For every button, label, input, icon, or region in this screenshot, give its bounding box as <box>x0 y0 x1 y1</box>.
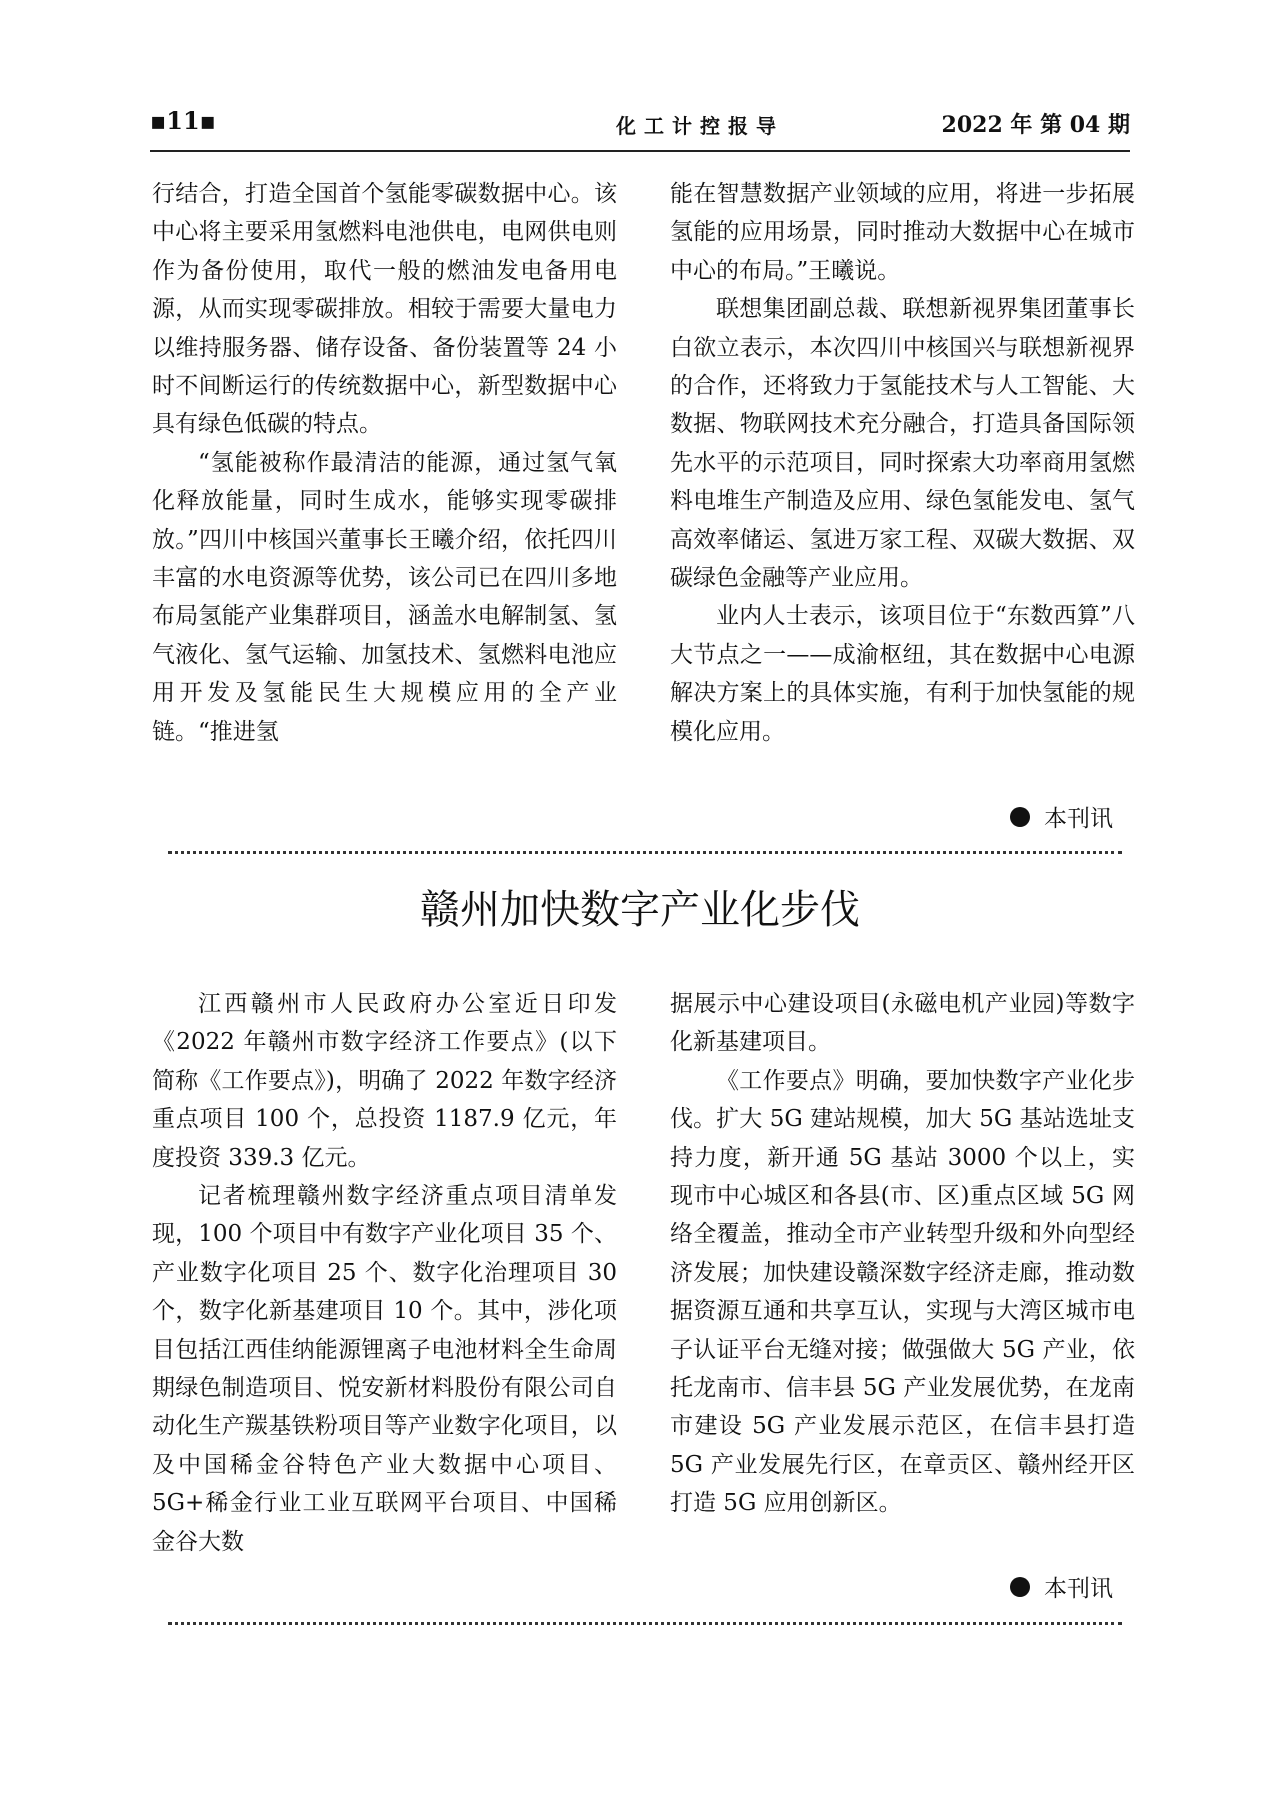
page-number: ▪11▪ <box>150 106 216 135</box>
byline-text: 本刊讯 <box>1044 806 1113 832</box>
bullet-dot-icon <box>1010 807 1030 827</box>
article1-byline <box>1010 800 1113 833</box>
paragraph: 能在智慧数据产业领域的应用，将进一步拓展氢能的应用场景，同时推动大数据中心在城市中心的布局。”王曦说。 <box>670 181 1135 284</box>
issue-label: 2022 年 第 04 期 <box>941 112 1130 138</box>
article1-right-column <box>670 175 1135 751</box>
paragraph: “氢能被称作最清洁的能源，通过氢气氧化释放能量，同时生成水，能够实现零碳排放。”四川中核国兴董事长王曦介绍，依托四川丰富的水电资源等优势，该公司已在四川多地布局氢能产业集群项目，涵盖水电解制氢、氢气液化、氢气运输、加氢技术、氢燃料电池应用开发及氢能民生大规模应用的全产业链。“推进氢 <box>152 449 617 745</box>
paragraph: 江西赣州市人民政府办公室近日印发《2022 年赣州市数字经济工作要点》(以下简称《工作要点》)，明确了 2022 年数字经济重点项目 100 个，总投资 1187.9 亿元，年度投资 339.3 亿元。 <box>152 991 617 1171</box>
bullet-dot-icon <box>1010 1577 1030 1597</box>
paragraph: 业内人士表示，该项目位于“东数西算”八大节点之一——成渝枢纽，其在数据中心电源解决方案上的具体实施，有利于加快氢能的规模化应用。 <box>670 603 1135 745</box>
article2-right-column <box>670 985 1135 1523</box>
paragraph: 行结合，打造全国首个氢能零碳数据中心。该中心将主要采用氢燃料电池供电，电网供电则作为备份使用，取代一般的燃油发电备用电源，从而实现零碳排放。相较于需要大量电力以维持服务器、储存设备、备份装置等 24 小时不间断运行的传统数据中心，新型数据中心具有绿色低碳的特点。 <box>152 181 617 438</box>
article2-left-column <box>152 985 617 1561</box>
paragraph: 《工作要点》明确，要加快数字产业化步伐。扩大 5G 建站规模，加大 5G 基站选址支持力度，新开通 5G 基站 3000 个以上，实现市中心城区和各县(市、区)重点区域 5G 网络全覆盖，推动全市产业转型升级和外向型经济发展；加快建设赣深数字经济走廊，推动数据资源互通和共享互认，实现与大湾区城市电子认证平台无缝对接；做强做大 5G 产业，依托龙南市、信丰县 5G 产业发展优势，在龙南市建设 5G 产业发展示范区，在信丰县打造 5G 产业发展先行区，在章贡区、赣州经开区打造 5G 应用创新区。 <box>670 1067 1135 1517</box>
article2-byline <box>1010 1570 1113 1603</box>
paragraph: 据展示中心建设项目(永磁电机产业园)等数字化新基建项目。 <box>670 991 1135 1056</box>
byline-text: 本刊讯 <box>1044 1576 1113 1602</box>
journal-title: 化工计控报导 <box>616 114 784 138</box>
paragraph: 联想集团副总裁、联想新视界集团董事长白欲立表示，本次四川中核国兴与联想新视界的合作，还将致力于氢能技术与人工智能、大数据、物联网技术充分融合，打造具备国际领先水平的示范项目，同时探索大功率商用氢燃料电堆生产制造及应用、绿色氢能发电、氢气高效率储运、氢进万家工程、双碳大数据、双碳绿色金融等产业应用。 <box>670 296 1135 592</box>
paragraph: 记者梳理赣州数字经济重点项目清单发现，100 个项目中有数字产业化项目 35 个、产业数字化项目 25 个、数字化治理项目 30 个，数字化新基建项目 10 个。其中，涉化项目包括江西佳纳能源锂离子电池材料全生命周期绿色制造项目、悦安新材料股份有限公司自动化生产羰基铁粉项目等产业数字化项目，以及中国稀金谷特色产业大数据中心项目、5G+稀金行业工业互联网平台项目、中国稀金谷大数 <box>152 1183 617 1555</box>
section-divider <box>168 1622 1122 1625</box>
section-divider <box>168 851 1122 854</box>
header-rule <box>150 150 1130 152</box>
page-header <box>150 98 1130 150</box>
article2-title: 赣州加快数字产业化步伐 <box>420 887 860 933</box>
article1-left-column <box>152 175 617 751</box>
